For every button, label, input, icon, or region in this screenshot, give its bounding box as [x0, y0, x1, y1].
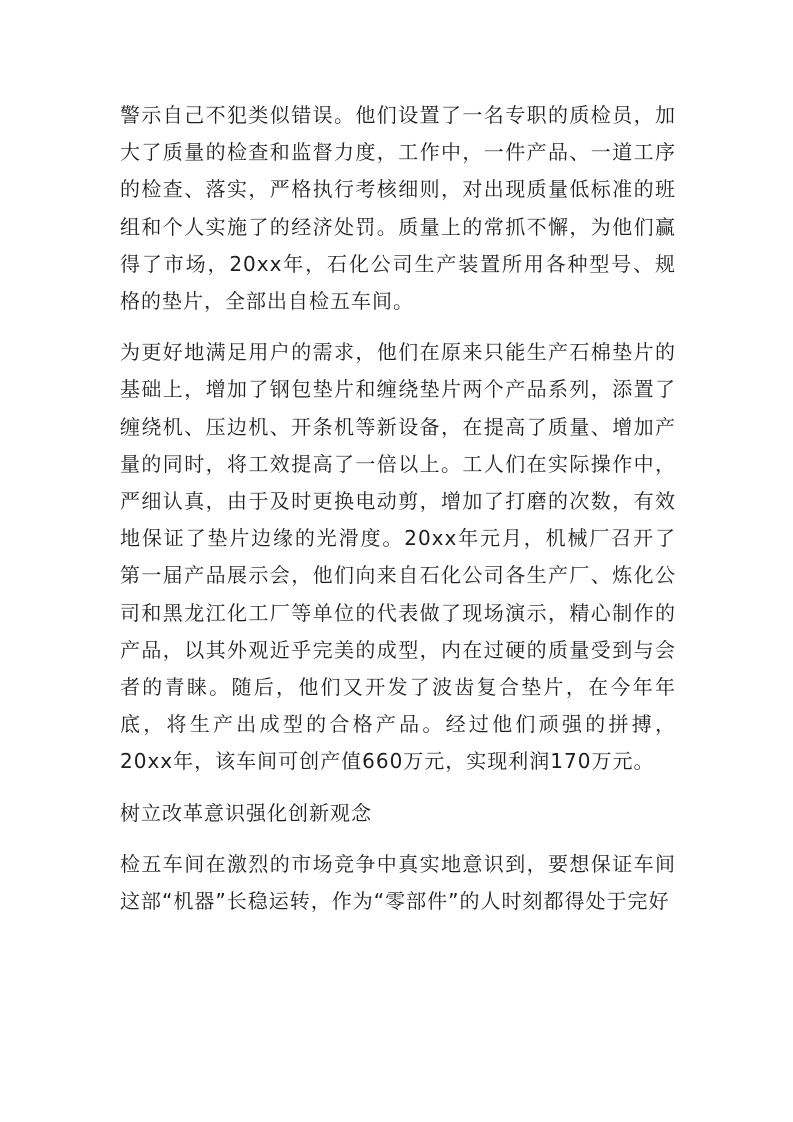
body-paragraph-3: 检五车间在激烈的市场竞争中真实地意识到，要想保证车间这部“机器”长稳运转，作为“零部件”的人时刻都得处于完好 [120, 851, 676, 914]
body-paragraph-2: 为更好地满足用户的需求，他们在原来只能生产石棉垫片的基础上，增加了钢包垫片和缠绕垫片两个产品系列，添置了缠绕机、压边机、开条机等新设备，在提高了质量、增加产量的同时，将工效提高了一倍以上。工人们在实际操作中，严细认真，由于及时更换电动剪，增加了打磨的次数，有效地保证了垫片边缘的光滑度。20xx年元月，机械厂召开了第一届产品展示会，他们向来自石化公司各生产厂、炼化公司和黑龙江化工厂等单位的代表做了现场演示，精心制作的产品，以其外观近乎完美的成型，内在过硬的质量受到与会者的青睐。随后，他们又开发了波齿复合垫片，在今年年底，将生产出成型的合格产品。经过他们顽强的拼搏，20xx年，该车间可创产值660万元，实现利润170万元。 [120, 340, 676, 774]
document-page [120, 97, 676, 920]
section-heading: 树立改革意识强化创新观念 [120, 800, 372, 825]
body-paragraph-1: 警示自己不犯类似错误。他们设置了一名专职的质检员，加大了质量的检查和监督力度，工作中，一件产品、一道工序的检查、落实，严格执行考核细则，对出现质量低标准的班组和个人实施了的经济处罚。质量上的常抓不懈，为他们赢得了市场，20xx年，石化公司生产装置所用各种型号、规格的垫片，全部出自检五车间。 [120, 103, 676, 314]
